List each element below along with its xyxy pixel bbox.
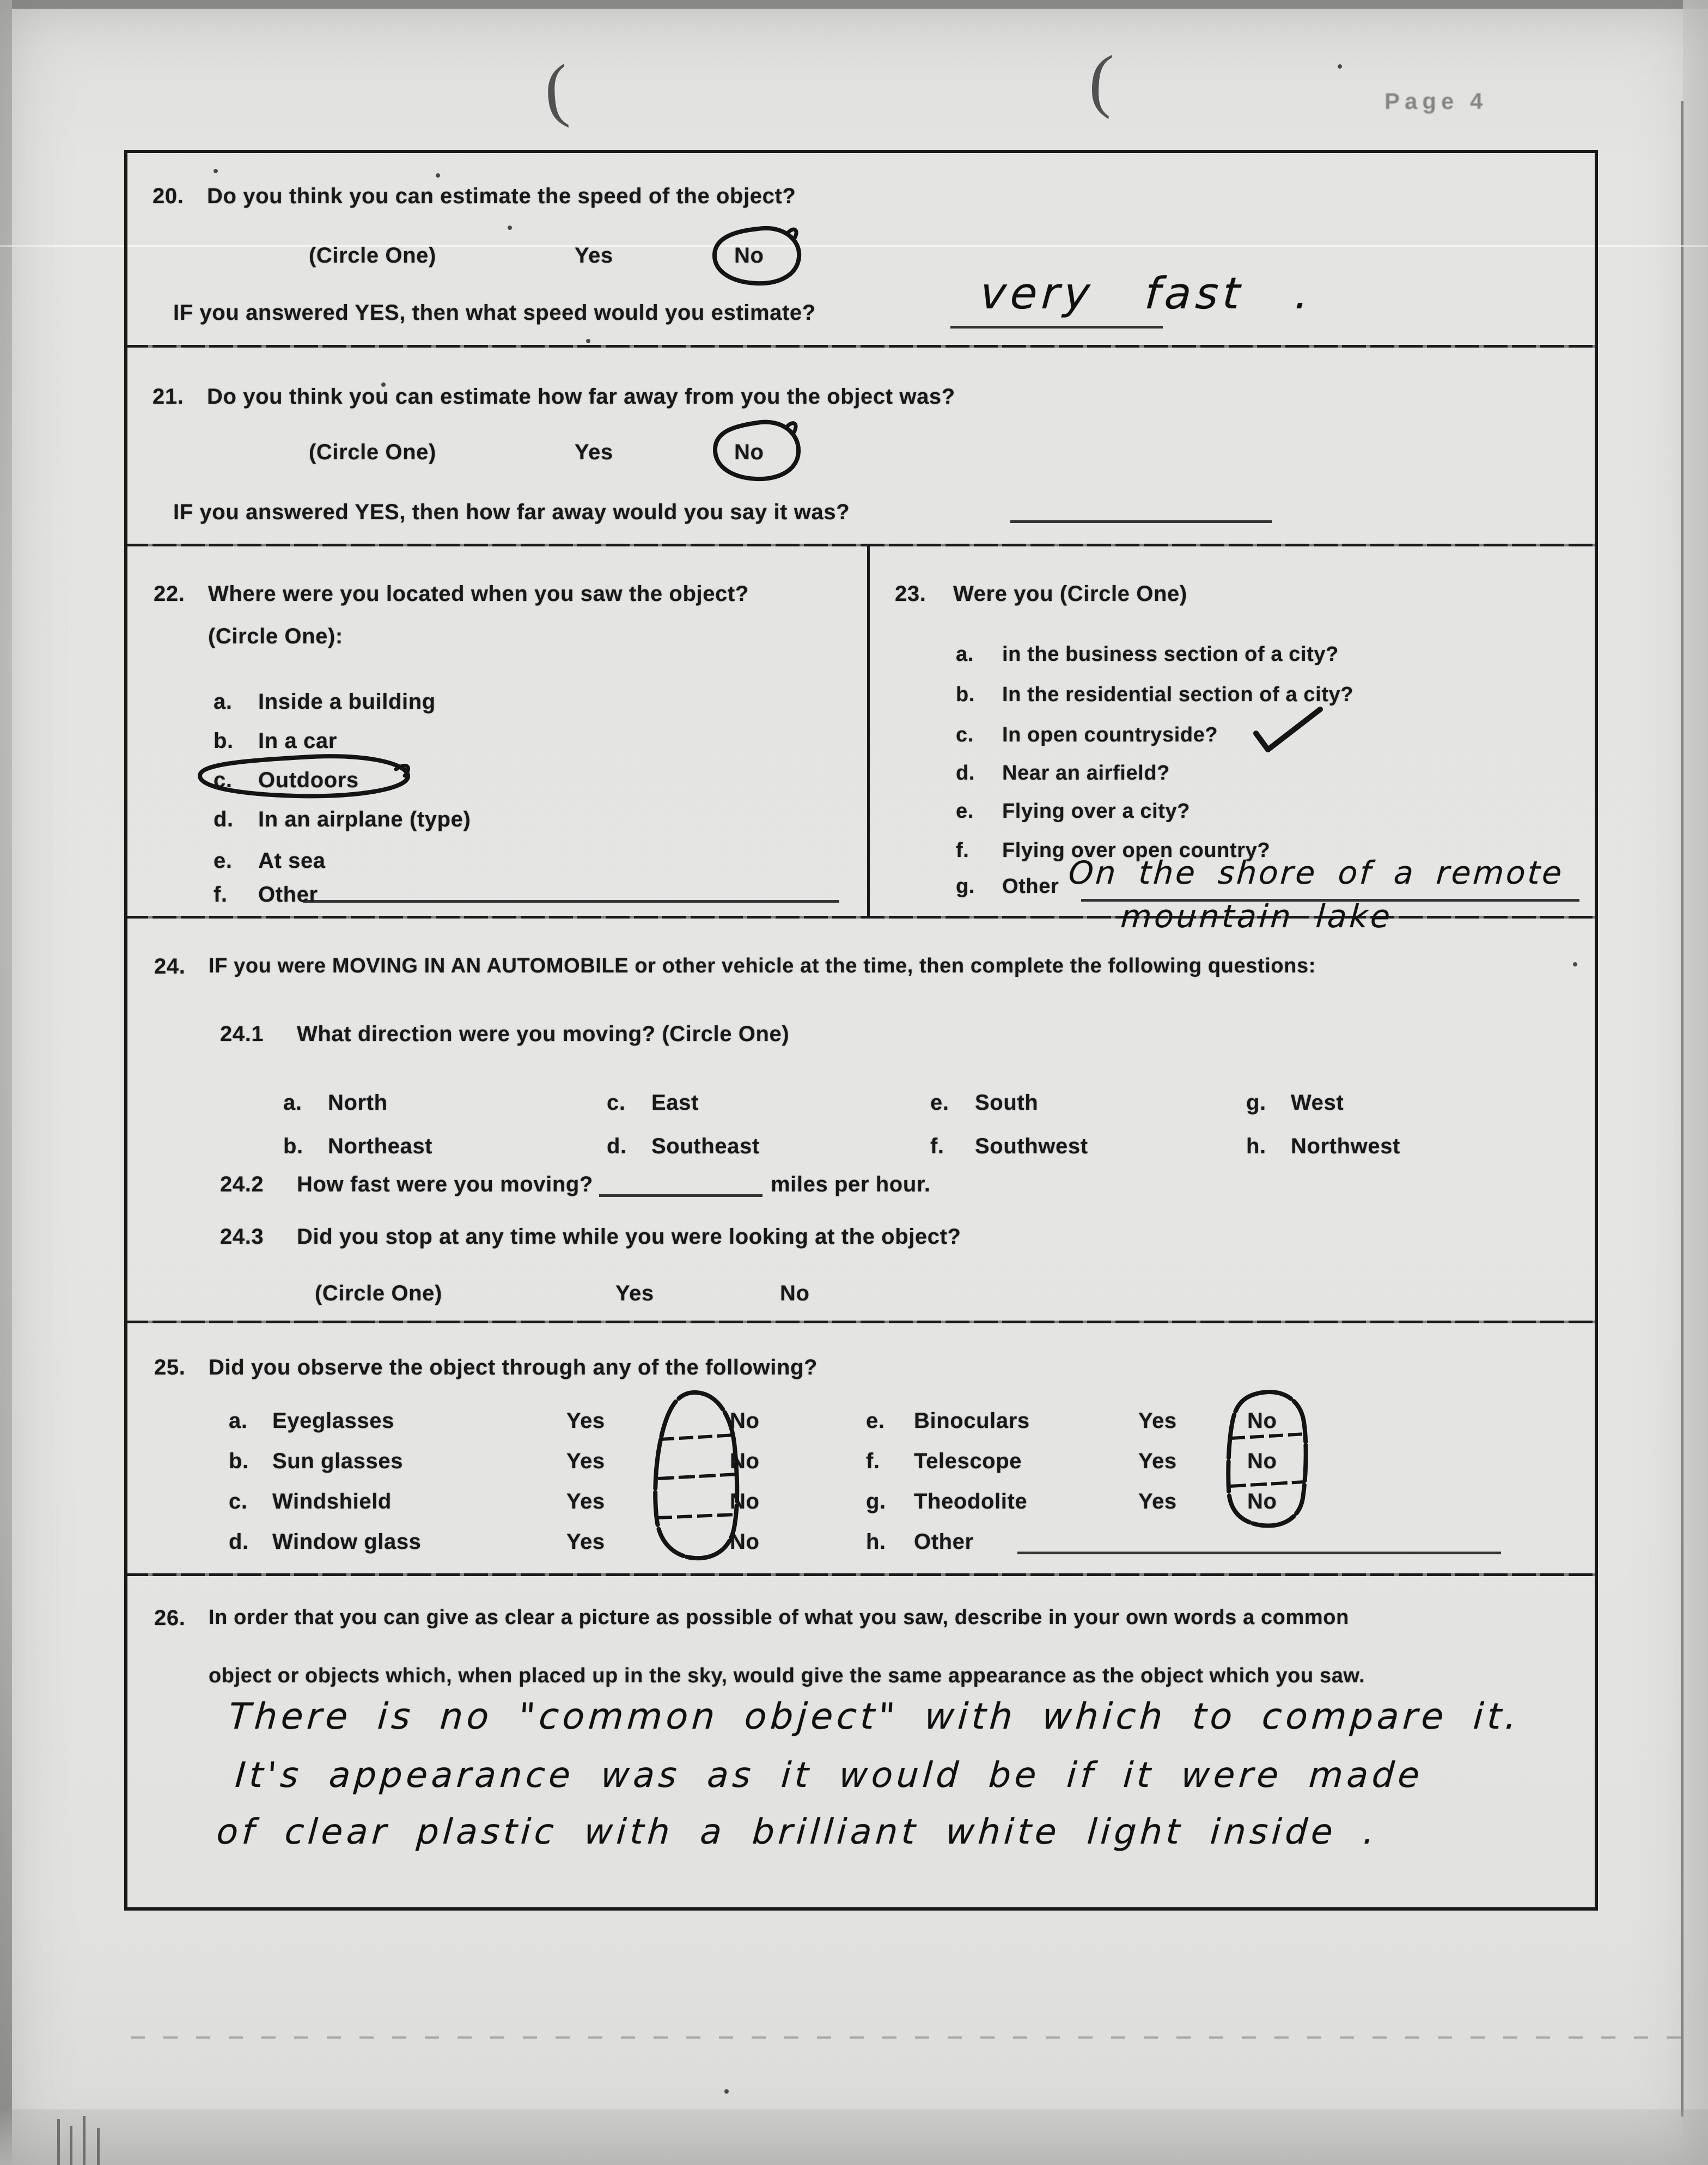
q21-followup-label: IF you answered YES, then how far away would you say it was? — [173, 500, 850, 524]
speck — [724, 2089, 729, 2094]
q22-other-line — [303, 900, 839, 903]
q23-option-a: a. in the business section of a city? — [956, 643, 1339, 666]
scan-scratch-mark — [70, 2126, 72, 2165]
q21-yes-option: Yes — [575, 440, 613, 464]
q24-3-question: Did you stop at any time while you were looking at the object? — [297, 1225, 961, 1249]
q24-number: 24. — [154, 954, 186, 978]
q21-answer-line — [1010, 520, 1272, 523]
q24-1-question: What direction were you moving? (Circle One) — [297, 1022, 790, 1046]
q26-question-line1: In order that you can give as clear a picture as possible of what you saw, describe in your own words a common — [209, 1606, 1349, 1629]
q25-question: Did you observe the object through any of the following? — [209, 1355, 818, 1379]
q24-1-direction-a: a. North — [283, 1091, 388, 1115]
q22-question-line2: (Circle One): — [208, 624, 343, 648]
q22-option-c: c. Outdoors — [213, 768, 359, 792]
q26-question-line2: object or objects which, when placed up in the sky, would give the same appearance as the object which you saw. — [209, 1664, 1365, 1687]
q24-1-direction-c: c. East — [607, 1091, 699, 1115]
q24-3-no-option: No — [780, 1281, 810, 1305]
q20-handwritten-answer: very fast . — [978, 268, 1315, 319]
q25-right-no-circle-annotation — [1223, 1388, 1313, 1531]
q25-row-windshield: c. Windshield Yes No — [229, 1489, 760, 1513]
q25-row-telescope: f. Telescope Yes No — [866, 1449, 1277, 1473]
scan-scratch-mark — [97, 2128, 100, 2165]
q23-option-c: c. In open countryside? — [956, 723, 1218, 746]
q23-option-g: g. Other — [956, 875, 1059, 898]
scan-left-edge — [0, 0, 12, 2165]
q23-countryside-check-annotation — [1252, 704, 1325, 756]
q24-3-yes-option: Yes — [615, 1281, 654, 1305]
q22-option-e: e. At sea — [213, 849, 326, 873]
q25-row-theodolite: g. Theodolite Yes No — [866, 1489, 1277, 1513]
q21-number: 21. — [152, 385, 184, 409]
q22-option-b: b. In a car — [213, 729, 337, 753]
q25-row-sunglasses: b. Sun glasses Yes No — [229, 1449, 760, 1473]
q24-3-circle-one-label: (Circle One) — [315, 1281, 442, 1305]
q21-circle-one-label: (Circle One) — [309, 440, 436, 464]
scan-scratch-mark — [83, 2116, 86, 2165]
section-divider — [124, 544, 1598, 546]
q22-option-d: d. In an airplane (type) — [213, 807, 471, 831]
page-number: Page 4 — [1384, 88, 1488, 114]
q21-no-option: No — [734, 440, 764, 464]
q23-option-b: b. In the residential section of a city? — [956, 683, 1354, 706]
q20-yes-option: Yes — [575, 244, 613, 267]
q24-1-direction-b: b. Northeast — [283, 1134, 433, 1158]
q25-row-other: h. Other — [866, 1530, 974, 1554]
q24-1-number: 24.1 — [220, 1022, 264, 1046]
q20-number: 20. — [152, 184, 184, 208]
q23-handwritten-other-line2: mountain lake — [1119, 898, 1394, 935]
scan-right-edge — [1683, 0, 1708, 2165]
q23-option-e: e. Flying over a city? — [956, 800, 1191, 823]
q23-option-d: d. Near an airfield? — [956, 762, 1170, 784]
q20-no-circle-annotation — [708, 222, 806, 290]
q22-option-f: f. Other — [213, 883, 318, 907]
q25-row-eyeglasses: a. Eyeglasses Yes No — [229, 1409, 760, 1433]
q26-number: 26. — [154, 1606, 186, 1630]
q24-1-direction-h: h. Northwest — [1246, 1134, 1400, 1158]
q24-question: IF you were MOVING IN AN AUTOMOBILE or other vehicle at the time, then complete the following questions: — [209, 954, 1316, 977]
q24-2-number: 24.2 — [220, 1172, 264, 1196]
q22-number: 22. — [154, 582, 185, 606]
q25-row-windowglass: d. Window glass Yes No — [229, 1530, 760, 1554]
q20-no-option: No — [734, 244, 764, 267]
q24-3-number: 24.3 — [220, 1225, 264, 1249]
q25-other-line — [1017, 1552, 1501, 1554]
scan-scratch-mark — [57, 2119, 60, 2165]
q24-1-direction-d: d. Southeast — [607, 1134, 760, 1158]
q24-1-direction-e: e. South — [930, 1091, 1039, 1115]
section-divider — [124, 345, 1598, 348]
paren-artifact-left: ( — [542, 50, 571, 130]
q20-answer-line — [950, 326, 1163, 329]
q24-2-suffix: miles per hour. — [771, 1172, 931, 1196]
q23-number: 23. — [895, 582, 926, 606]
q25-left-no-circle-annotation — [651, 1389, 744, 1564]
section-divider — [124, 1321, 1598, 1323]
q20-circle-one-label: (Circle One) — [309, 244, 436, 267]
q25-number: 25. — [154, 1355, 186, 1379]
q24-1-direction-g: g. West — [1246, 1091, 1344, 1115]
q26-handwritten-line2: It's appearance was as it would be if it were made — [234, 1755, 1425, 1796]
q26-handwritten-line3: of clear plastic with a brilliant white light inside . — [215, 1812, 1380, 1852]
q22-question-line1: Where were you located when you saw the object? — [208, 582, 749, 606]
q25-row-binoculars: e. Binoculars Yes No — [866, 1409, 1277, 1433]
q24-2-speed-line — [599, 1194, 762, 1197]
q23-handwritten-other-line1: On the shore of a remote — [1067, 854, 1565, 891]
q22-option-a: a. Inside a building — [213, 690, 436, 714]
q26-handwritten-line1: There is no "common object" with which to compare it. — [227, 1695, 1522, 1737]
q20-followup-label: IF you answered YES, then what speed would you estimate? — [173, 301, 816, 325]
q20-question: Do you think you can estimate the speed of the object? — [207, 184, 796, 208]
q23-question: Were you (Circle One) — [953, 582, 1187, 606]
speck — [1338, 64, 1342, 69]
scan-faint-dotted-line — [131, 2036, 1699, 2039]
q24-2-question: How fast were you moving? — [297, 1172, 593, 1196]
q22-outdoors-circle-annotation — [193, 751, 417, 801]
paren-artifact-right: ( — [1087, 40, 1115, 120]
column-divider — [867, 544, 870, 916]
q24-1-direction-f: f. Southwest — [930, 1134, 1088, 1158]
scan-right-line — [1681, 101, 1683, 2117]
q21-no-circle-annotation — [708, 415, 806, 486]
scan-bottom-edge — [0, 2109, 1708, 2165]
q23-option-f: f. Flying over open country? — [956, 839, 1271, 862]
scan-top-edge — [0, 0, 1708, 9]
section-divider — [124, 1573, 1598, 1576]
q21-question: Do you think you can estimate how far away from you the object was? — [207, 385, 955, 409]
